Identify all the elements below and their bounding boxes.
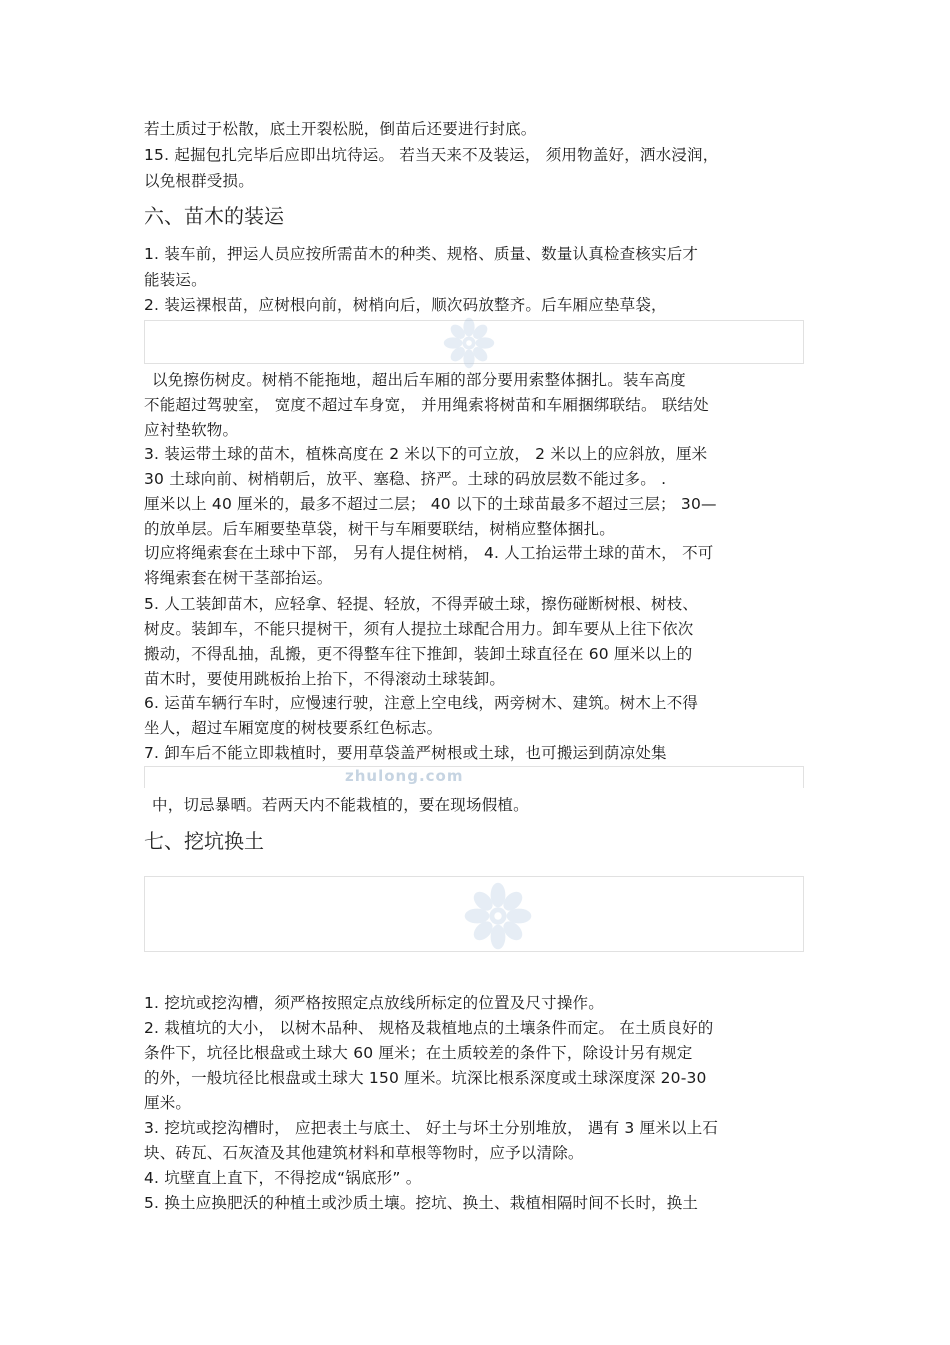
text-line: 搬动，不得乱抽，乱搬，更不得整车往下推卸，装卸土球直径在 60 厘米以上的: [144, 645, 693, 663]
text-line: 以免根群受损。: [144, 172, 254, 190]
text-line: 1. 挖坑或挖沟槽，须严格按照定点放线所标定的位置及尺寸操作。: [144, 994, 604, 1012]
snowflake-logo-icon: [441, 315, 497, 371]
text-line: 5. 人工装卸苗木，应轻拿、轻提、轻放，不得弄破土球，擦伤碰断树根、树枝、: [144, 595, 699, 613]
text-line: 5. 换土应换肥沃的种植土或沙质土壤。挖坑、换土、栽植相隔时间不长时，换土: [144, 1194, 699, 1212]
text-line: 30 土球向前、树梢朝后，放平、塞稳、挤严。土球的码放层数不能过多。 .: [144, 470, 667, 488]
text-line: 厘米。: [144, 1094, 192, 1112]
text-line: 若土质过于松散，底土开裂松脱，倒苗后还要进行封底。: [144, 120, 537, 138]
page-break-frame: [144, 766, 804, 788]
text-line: 6. 运苗车辆行车时，应慢速行驶，注意上空电线，两旁树木、建筑。树木上不得: [144, 694, 699, 712]
text-line: 条件下，坑径比根盘或土球大 60 厘米；在土质较差的条件下，除设计另有规定: [144, 1044, 693, 1062]
text-line: 2. 栽植坑的大小， 以树木品种、 规格及栽植地点的土壤条件而定。 在土质良好的: [144, 1019, 714, 1037]
text-line: 坐人，超过车厢宽度的树枝要系红色标志。: [144, 719, 443, 737]
text-line: 中，切忌暴晒。若两天内不能栽植的，要在现场假植。: [152, 796, 529, 814]
page-break-frame: [144, 320, 804, 364]
text-line: 苗木时，要使用跳板抬上抬下，不得滚动土球装卸。: [144, 670, 506, 688]
text-line: 不能超过驾驶室， 宽度不超过车身宽， 并用绳索将树苗和车厢捆绑联结。 联结处: [144, 396, 709, 414]
section-heading-7: 七、挖坑换土: [144, 829, 264, 853]
text-line: 4. 坑壁直上直下，不得挖成“锅底形” 。: [144, 1169, 422, 1187]
text-line: 15. 起掘包扎完毕后应即出坑待运。 若当天来不及装运， 须用物盖好，洒水浸润，: [144, 146, 719, 164]
text-line: 的放单层。后车厢要垫草袋，树干与车厢要联结，树梢应整体捆扎。: [144, 520, 616, 538]
text-line: 切应将绳索套在土球中下部， 另有人提住树梢， 4. 人工抬运带土球的苗木， 不可: [144, 544, 714, 562]
text-line: 1. 装车前，押运人员应按所需苗木的种类、规格、质量、数量认真检查核实后才: [144, 245, 699, 263]
text-line: 能装运。: [144, 271, 207, 289]
text-line: 3. 装运带土球的苗木，植株高度在 2 米以下的可立放， 2 米以上的应斜放，厘米: [144, 445, 708, 463]
text-line: 以免擦伤树皮。树梢不能拖地，超出后车厢的部分要用索整体捆扎。装车高度: [152, 371, 686, 389]
section-heading-6: 六、苗木的装运: [144, 204, 284, 228]
text-line: 7. 卸车后不能立即栽植时，要用草袋盖严树根或土球，也可搬运到荫凉处集: [144, 744, 667, 762]
text-line: 应衬垫软物。: [144, 421, 239, 439]
watermark-text: zhulong.com: [345, 767, 464, 785]
text-line: 树皮。装卸车，不能只提树干，须有人提拉土球配合用力。卸车要从上往下依次: [144, 620, 694, 638]
text-line: 块、砖瓦、石灰渣及其他建筑材料和草根等物时，应予以清除。: [144, 1144, 584, 1162]
text-line: 2. 装运裸根苗，应树根向前，树梢向后，顺次码放整齐。后车厢应垫草袋，: [144, 296, 667, 314]
text-line: 的外，一般坑径比根盘或土球大 150 厘米。坑深比根系深度或土球深度深 20-30: [144, 1069, 707, 1087]
page-break-frame: [144, 876, 804, 952]
text-line: 3. 挖坑或挖沟槽时， 应把表土与底土、 好土与坏土分别堆放， 遇有 3 厘米以上石: [144, 1119, 719, 1137]
text-line: 厘米以上 40 厘米的，最多不超过二层； 40 以下的土球苗最多不超过三层； 30—: [144, 495, 717, 513]
text-line: 将绳索套在树干茎部抬运。: [144, 569, 333, 587]
snowflake-logo-icon: [461, 879, 535, 953]
